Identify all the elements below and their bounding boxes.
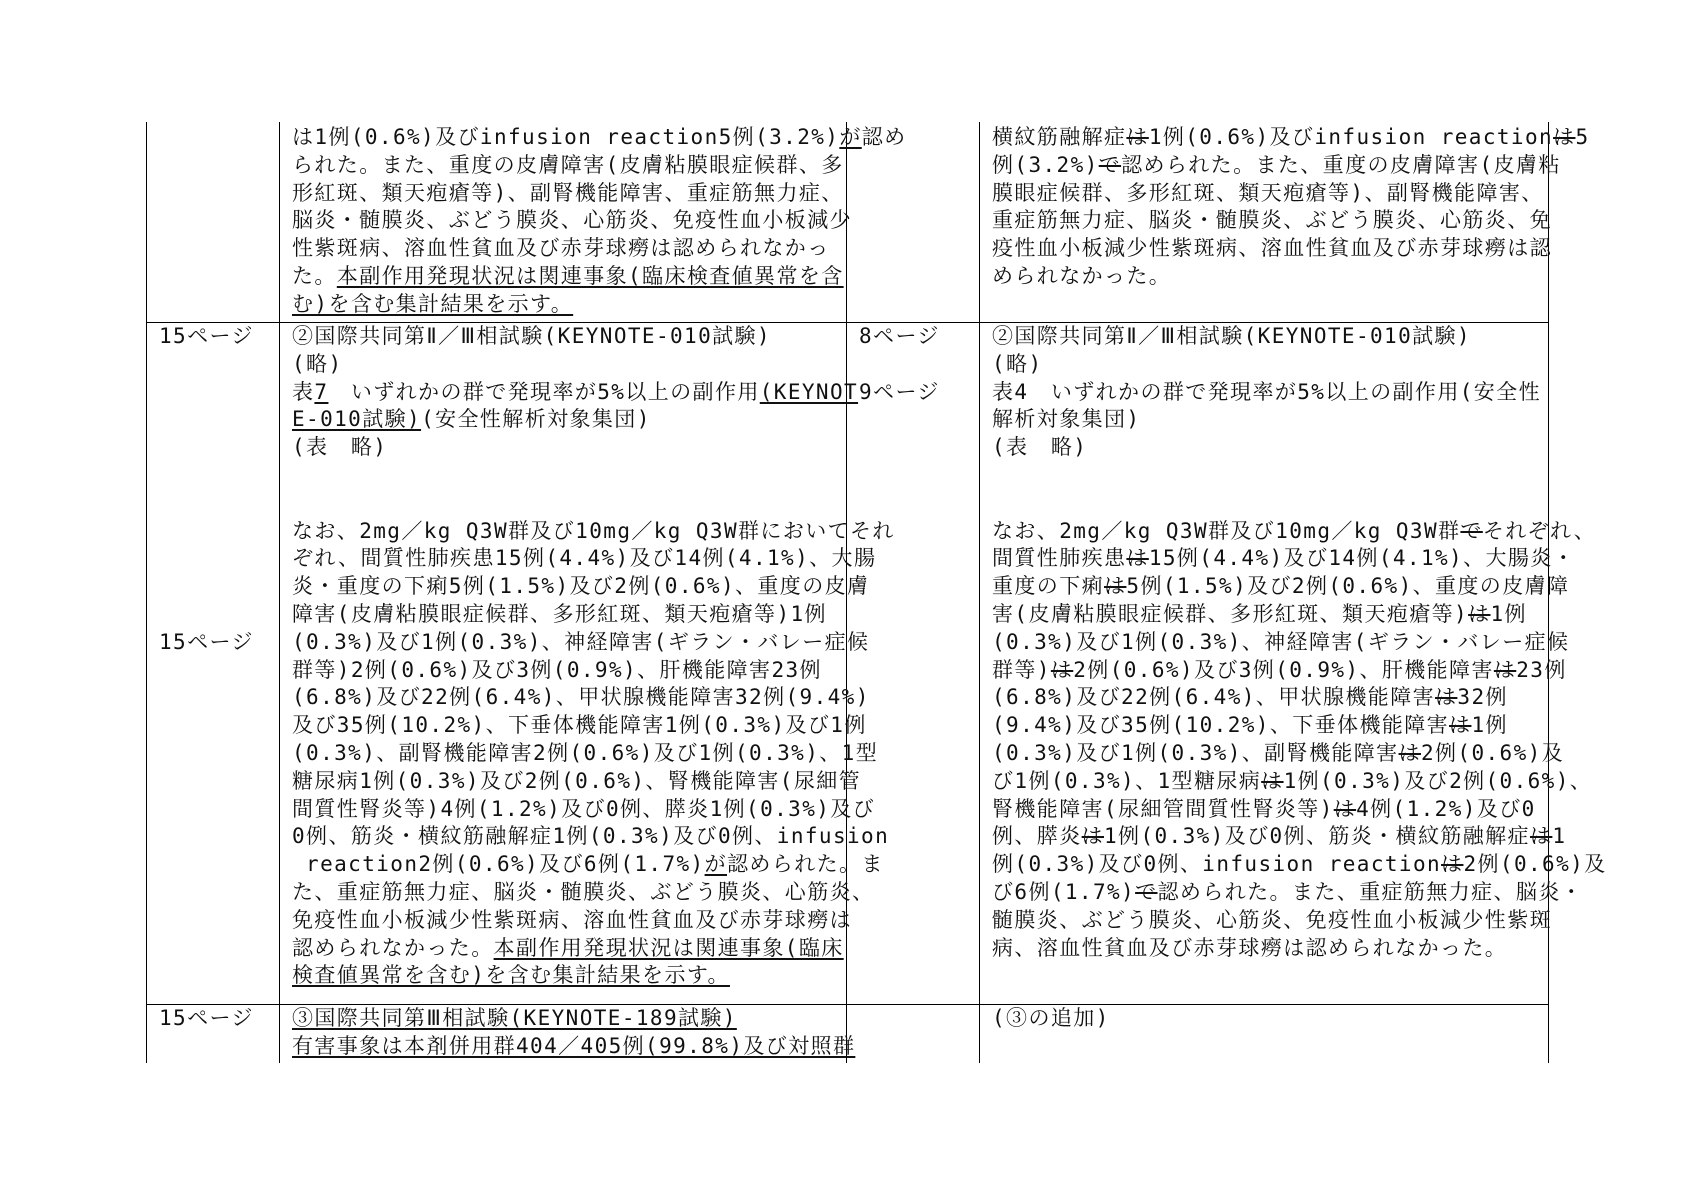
text-segment: 例(3.2%) [992,152,1099,177]
text-line [292,768,895,796]
deleted-text: は [1104,574,1127,599]
row3-left-page [159,1005,254,1033]
text-line [292,962,895,990]
text-line [292,601,895,629]
row2-right-text [992,323,1607,962]
text-line [159,323,254,351]
text-segment: 2例(0.6%)及 [1463,852,1607,877]
text-segment: 炎・重度の下痢5例(1.5%)及び2例(0.6%)、重度の皮膚 [292,574,870,599]
text-line [292,907,895,935]
text-segment: 認められなかった。 [292,935,494,960]
text-segment: 認められた。また、重度の皮膚障害(皮膚粘 [1121,152,1561,177]
text-segment: なお、2mg／kg Q3W群及び10mg／kg Q3W群においてそれ [292,518,895,543]
text-segment: 32例 [1457,685,1508,710]
text-line [292,935,895,963]
text-line [992,740,1607,768]
row2-right-page [859,323,940,406]
text-line [292,406,895,434]
text-segment: 病、溶血性貧血及び赤芽球癆は認められなかった。 [992,935,1508,960]
text-line [992,490,1607,518]
text-line [159,406,254,434]
text-line [292,235,907,263]
text-segment: び1例(0.3%)、1型糖尿病 [992,768,1262,793]
text-segment: (6.8%)及び22例(6.4%)、甲状腺機能障害32例(9.4%) [292,685,870,710]
text-segment: 8ページ [859,324,940,348]
text-line [292,124,907,152]
text-line [992,263,1590,291]
text-line [292,1005,855,1033]
text-segment: 9ページ [859,379,940,404]
text-segment: 5例(1.5%)及び2例(0.6%)、重度の皮膚障 [1126,574,1570,599]
text-segment: 脳炎・髄膜炎、ぶどう膜炎、心筋炎、免疫性血小板減少 [292,208,852,233]
deleted-text: は [1553,125,1576,149]
text-line [992,207,1590,235]
inserted-text: E-010試験) [292,407,422,432]
text-segment: (略) [992,351,1043,376]
text-segment: 解析対象集団) [992,407,1141,432]
text-segment: 0例、筋炎・横紋筋融解症1例(0.3%)及び0例、infusion [292,824,890,849]
inserted-text: 有害事象は本剤併用群404／405例(99.8%)及び対照群 [292,1033,856,1058]
text-line [992,684,1607,712]
text-line [159,601,254,629]
text-line [859,351,940,379]
text-segment: 1例(0.6%)及びinfusion reaction [1148,125,1554,149]
text-segment: 2例(0.6%)及び3例(0.9%)、肝機能障害 [1073,657,1494,682]
text-segment: (表 略) [992,435,1088,460]
text-line [159,434,254,462]
deleted-text: は [1050,657,1074,682]
text-segment: 認められた。また、重症筋無力症、脳炎・ [1157,879,1584,904]
deleted-text: は [1441,852,1464,877]
deleted-text: は [1126,125,1149,149]
text-line [992,379,1607,407]
row3-right-text [992,1005,1110,1033]
text-line [292,879,895,907]
deleted-text: は [1468,601,1491,626]
text-line [992,406,1607,434]
row3-left-text [292,1005,855,1061]
deleted-text: で [1135,879,1158,904]
text-line [992,462,1607,490]
deleted-text: は [1493,657,1517,682]
text-segment: (略) [292,351,343,376]
text-segment: 障害(皮膚粘膜眼症候群、多形紅斑、類天疱瘡等)1例 [292,601,827,626]
text-line [992,879,1607,907]
text-line [292,851,895,879]
text-line [992,1005,1110,1033]
text-line [292,518,895,546]
text-segment: (9.4%)及び35例(10.2%)、下垂体機能障害 [992,713,1450,738]
text-line [292,629,895,657]
text-line [992,796,1607,824]
deleted-text: は [1529,824,1553,849]
text-segment: 及び35例(10.2%)、下垂体機能障害1例(0.3%)及び1例 [292,713,867,738]
text-segment: ぞれ、間質性肺疾患15例(4.4%)及び14例(4.1%)、大腸 [292,546,877,571]
text-line [992,629,1607,657]
text-segment: 表 [292,379,315,404]
text-line [992,823,1607,851]
text-segment: 髄膜炎、ぶどう膜炎、心筋炎、免疫性血小板減少性紫斑 [992,907,1552,932]
text-segment: 重度の下痢 [992,574,1104,599]
text-segment: 表4 いずれかの群で発現率が5%以上の副作用(安全性 [992,379,1541,404]
text-segment: (③の追加) [992,1006,1110,1030]
text-segment: 5 [1575,125,1590,149]
text-line [292,823,895,851]
text-line [992,573,1607,601]
text-line [292,263,907,291]
text-line [992,518,1607,546]
text-line [292,545,895,573]
text-line [859,379,940,407]
text-segment: 害(皮膚粘膜眼症候群、多形紅斑、類天疱瘡等) [992,601,1469,626]
text-line [292,712,895,740]
text-segment: 免疫性血小板減少性紫斑病、溶血性貧血及び赤芽球癆は [292,907,852,932]
text-line [292,657,895,685]
text-segment: られた。また、重度の皮膚障害(皮膚粘膜眼症候群、多 [292,152,844,177]
inserted-text: (KEYNOT [759,379,859,404]
text-line [992,124,1590,152]
text-segment: 2例(0.6%)及 [1420,740,1565,765]
text-line [159,629,254,657]
deleted-text: は [1261,768,1284,793]
text-line [292,351,895,379]
deleted-text: は [1435,685,1458,710]
text-segment: 横紋筋融解症 [992,125,1127,149]
text-line [159,490,254,518]
inserted-text: む)を含む集計結果を示す。 [292,291,574,316]
text-line [992,180,1590,208]
text-segment: た。 [292,263,337,288]
text-line [292,180,907,208]
text-segment: 認められた。ま [727,852,884,877]
text-segment: 腎機能障害(尿細管間質性腎炎等) [992,796,1334,821]
text-line [159,379,254,407]
text-segment: 認め [861,125,907,149]
text-segment: 15ページ [159,1006,254,1030]
text-line [992,851,1607,879]
inserted-text: が [704,852,727,877]
inserted-text: 本副作用発現状況は関連事象(臨床検査値異常を含 [336,263,844,288]
text-line [992,545,1607,573]
deleted-text: は [1398,740,1421,765]
table-border-col4 [979,122,980,1063]
text-line [159,351,254,379]
text-line [159,462,254,490]
text-line [992,323,1607,351]
deleted-text: は [1126,546,1149,571]
text-line [292,323,895,351]
deleted-text: で [1460,518,1483,543]
text-segment: 1例 [1471,713,1508,738]
text-segment: (0.3%)及び1例(0.3%)、副腎機能障害 [992,740,1399,765]
text-line [292,434,895,462]
text-segment: それぞれ、 [1482,518,1597,543]
inserted-text: が [839,125,862,149]
inserted-text: 本副作用発現状況は関連事象(臨床 [493,935,844,960]
text-line [859,323,940,351]
text-segment: (表 略) [292,435,388,460]
text-segment: なお、2mg／kg Q3W群及び10mg／kg Q3W群 [992,518,1461,543]
text-segment: 例、膵炎 [992,824,1082,849]
text-line [992,601,1607,629]
text-line [159,573,254,601]
table-border-col2 [279,122,280,1063]
text-line [159,518,254,546]
text-line [292,490,895,518]
text-line [292,684,895,712]
text-segment: (6.8%)及び22例(6.4%)、甲状腺機能障害 [992,685,1436,710]
text-line [159,1005,254,1033]
text-segment: 疫性血小板減少性紫斑病、溶血性貧血及び赤芽球癆は認 [992,236,1552,261]
text-line [292,740,895,768]
text-segment: 間質性腎炎等)4例(1.2%)及び0例、膵炎1例(0.3%)及び [292,796,876,821]
text-line [992,657,1607,685]
inserted-text: 検査値異常を含む)を含む集計結果を示す。 [292,963,730,988]
text-segment: 1例(0.3%)及び2例(0.6%)、 [1283,768,1593,793]
text-segment: 15例(4.4%)及び14例(4.1%)、大腸炎・ [1148,546,1576,571]
text-line [992,235,1590,263]
text-segment: 15ページ [159,629,254,654]
text-line [159,545,254,573]
text-segment: 1 [1552,824,1567,849]
text-segment: 23例 [1516,657,1567,682]
text-segment: 糖尿病1例(0.3%)及び2例(0.6%)、腎機能障害(尿細管 [292,768,862,793]
text-segment: び6例(1.7%) [992,879,1136,904]
inserted-text: ③国際共同第Ⅲ相試験(KEYNOTE-189試験) [292,1006,737,1030]
text-line [992,907,1607,935]
deleted-text: は [1449,713,1472,738]
inserted-text: 7 [314,379,329,404]
text-line [292,379,895,407]
text-line [292,462,895,490]
table-border-left [146,122,147,1063]
text-segment: 4例(1.2%)及び0 [1356,796,1536,821]
row2-left-text [292,323,895,990]
text-segment: reaction2例(0.6%)及び6例(1.7%) [292,852,705,877]
text-segment: た、重症筋無力症、脳炎・髄膜炎、ぶどう膜炎、心筋炎、 [292,879,875,904]
text-segment: 群等) [992,657,1051,682]
text-line [292,291,907,319]
text-segment: (安全性解析対象集団) [421,407,651,432]
text-segment: (0.3%)、副腎機能障害2例(0.6%)及び1例(0.3%)、1型 [292,740,879,765]
text-segment: ②国際共同第Ⅱ／Ⅲ相試験(KEYNOTE-010試験) [292,324,771,348]
text-segment: いずれかの群で発現率が5%以上の副作用 [328,379,760,404]
text-line [992,768,1607,796]
deleted-text: は [1081,824,1105,849]
deleted-text: で [1098,152,1122,177]
text-segment: ②国際共同第Ⅱ／Ⅲ相試験(KEYNOTE-010試験) [992,324,1471,348]
text-segment: 重症筋無力症、脳炎・髄膜炎、ぶどう膜炎、心筋炎、免 [992,208,1552,233]
text-line [992,434,1607,462]
text-line [992,351,1607,379]
text-line [292,152,907,180]
text-segment: (0.3%)及び1例(0.3%)、神経障害(ギラン・バレー症候 [992,629,1570,654]
text-line [292,1033,855,1061]
text-segment: 15ページ [159,324,254,348]
text-line [992,935,1607,963]
row1-left-text [292,124,907,319]
text-segment: (0.3%)及び1例(0.3%)、神経障害(ギラン・バレー症候 [292,629,870,654]
text-segment: は1例(0.6%)及びinfusion reaction5例(3.2%) [292,125,840,149]
text-line [292,796,895,824]
text-segment: 形紅斑、類天疱瘡等)、副腎機能障害、重症筋無力症、 [292,180,844,205]
text-segment: 膜眼症候群、多形紅斑、類天疱瘡等)、副腎機能障害、 [992,180,1544,205]
text-segment: 1例 [1490,601,1527,626]
text-segment: 1例(0.3%)及び0例、筋炎・横紋筋融解症 [1104,824,1530,849]
text-line [292,207,907,235]
row2-left-page [159,323,254,657]
text-segment: 例(0.3%)及び0例、infusion reaction [992,852,1442,877]
text-segment: 群等)2例(0.6%)及び3例(0.9%)、肝機能障害23例 [292,657,822,682]
text-segment: められなかった。 [992,263,1172,288]
text-line [992,712,1607,740]
text-line [992,152,1590,180]
deleted-text: は [1333,796,1357,821]
text-segment: 間質性肺疾患 [992,546,1127,571]
text-segment: 性紫斑病、溶血性貧血及び赤芽球癆は認められなかっ [292,236,830,261]
row1-right-text [992,124,1590,291]
text-line [292,573,895,601]
